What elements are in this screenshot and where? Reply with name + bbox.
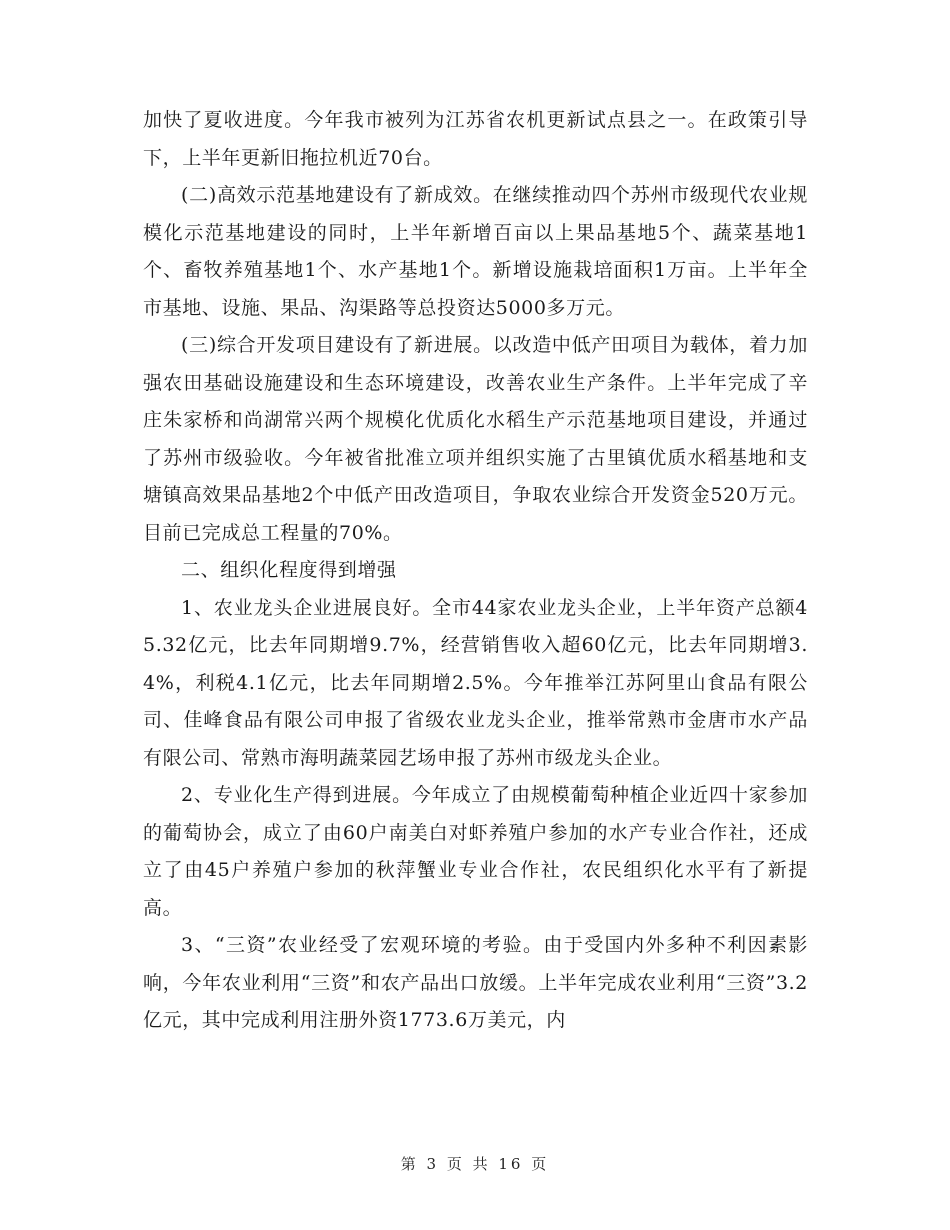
paragraph-specialized-production: 2、专业化生产得到进展。今年成立了由规模葡萄种植企业近四十家参加的葡萄协会，成立了由60户南美白对虾养殖户参加的水产专业合作社，还成立了由45户养殖户参加的秋萍蟹业专业合作社，农民组织化水平有了新提高。 (143, 784, 808, 919)
page-number-footer: 第 3 页 共 16 页 (400, 1155, 550, 1173)
paragraph-development-projects: (三)综合开发项目建设有了新进展。以改造中低产田项目为载体，着力加强农田基础设施建设和生态环境建设，改善农业生产条件。上半年完成了辛庄朱家桥和尚湖常兴两个规模化优质化水稻生产示范基地项目建设，并通过了苏州市级验收。今年被省批准立项并组织实施了古里镇优质水稻基地和支塘镇高效果品基地2个中低产田改造项目，争取农业综合开发资金520万元。目前已完成总工程量的70%。 (143, 334, 808, 544)
section-heading-organization: 二、组织化程度得到增强 (181, 559, 397, 581)
paragraph-three-capitals: 3、“三资”农业经受了宏观环境的考验。由于受国内外多种不利因素影响，今年农业利用“三资”和农产品出口放缓。上半年完成农业利用“三资”3.2亿元，其中完成利用注册外资1773.6万美元，内 (143, 934, 808, 1031)
document-body (143, 102, 808, 1040)
paragraph-continuation: 加快了夏收进度。今年我市被列为江苏省农机更新试点县之一。在政策引导下，上半年更新旧拖拉机近70台。 (143, 109, 808, 169)
paragraph-leading-enterprises: 1、农业龙头企业进展良好。全市44家农业龙头企业，上半年资产总额45.32亿元，比去年同期增9.7%，经营销售收入超60亿元，比去年同期增3.4%，利税4.1亿元，比去年同期增2.5%。今年推举江苏阿里山食品有限公司、佳峰食品有限公司申报了省级农业龙头企业，推举常熟市金唐市水产品有限公司、常熟市海明蔬菜园艺场申报了苏州市级龙头企业。 (143, 596, 808, 769)
paragraph-demo-bases: (二)高效示范基地建设有了新成效。在继续推动四个苏州市级现代农业规模化示范基地建设的同时，上半年新增百亩以上果品基地5个、蔬菜基地1个、畜牧养殖基地1个、水产基地1个。新增设施栽培面积1万亩。上半年全市基地、设施、果品、沟渠路等总投资达5000多万元。 (143, 184, 808, 319)
